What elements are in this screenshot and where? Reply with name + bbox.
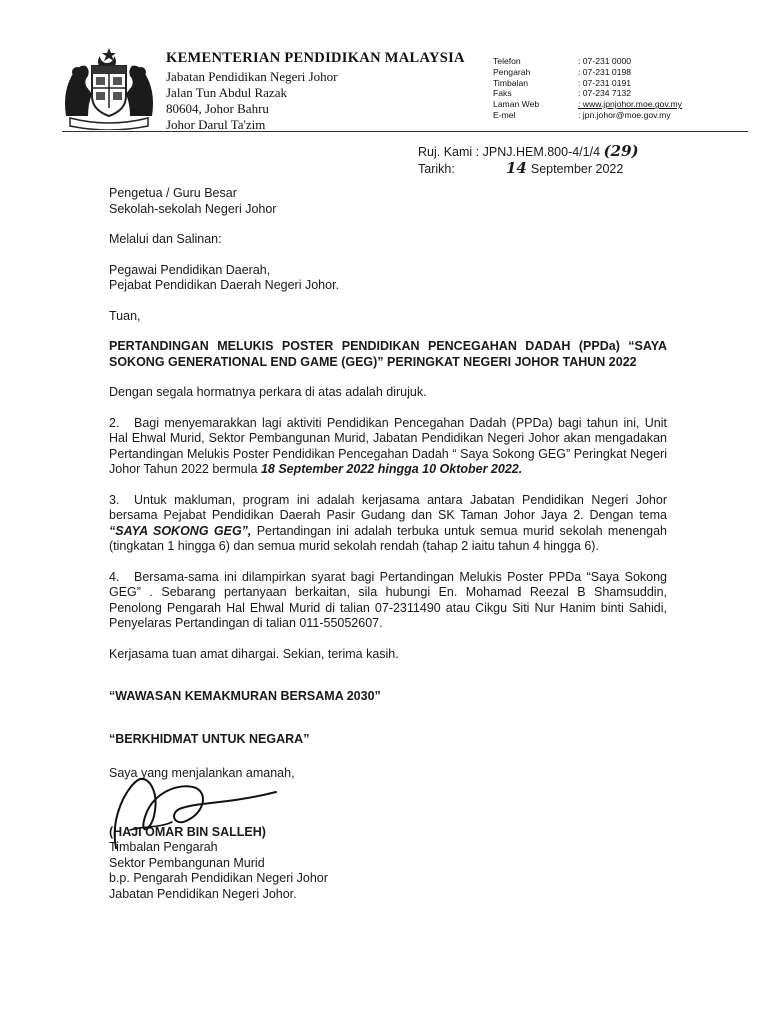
contact-value: : 07-231 0191 [578, 77, 632, 88]
contact-label: Pengarah [493, 66, 531, 77]
signatory-title: Timbalan Pengarah [109, 840, 218, 854]
copy-recipient-line: Pejabat Pendidikan Daerah Negeri Johor. [109, 278, 340, 292]
signoff-block [109, 766, 328, 902]
paragraph-text: Bagi menyemarakkan lagi aktiviti Pendidikan Pencegahan Dadah (PPDa) bagi tahun ini, Unit Hal Ehwal Murid, Sektor Pembangunan Murid, Jabatan Pendidikan Negeri Johor akan mengadakan Pertandingan Melukis Poster Pendidikan Pencegahan Dadah “ Saya Sokong GEG” Peringkat Negeri Johor Tahun 2022 bermula [109, 415, 667, 476]
contact-label: Telefon [493, 56, 521, 66]
paragraph-number: 2. [109, 415, 120, 430]
coat-of-arms-icon [60, 46, 158, 130]
recipient-line: Pengetua / Guru Besar [109, 186, 237, 200]
salutation: Tuan, [109, 308, 141, 323]
contact-label: Timbalan [493, 77, 529, 88]
reference-row [418, 144, 643, 161]
contact-value: : 07-231 0198 [578, 66, 632, 77]
address-line: Jabatan Pendidikan Negeri Johor [166, 69, 338, 84]
contact-label: Laman Web [493, 99, 540, 110]
contact-value: : 07-234 7132 [578, 88, 632, 99]
date-value: September 2022 [530, 161, 624, 176]
contact-label: E-mel [493, 109, 516, 120]
recipient-line: Sekolah-sekolah Negeri Johor [109, 201, 277, 216]
reference-block [418, 144, 643, 177]
signatory-name: (HAJI OMAR BIN SALLEH) [109, 824, 266, 839]
motto-line: “BERKHIDMAT UNTUK NEGARA” [109, 731, 310, 746]
reference-label: Ruj. Kami : [418, 145, 480, 159]
date-row [418, 158, 643, 178]
closing-line: Kerjasama tuan amat dihargai. Sekian, terima kasih. [109, 646, 399, 661]
signoff-line: Saya yang menjalankan amanah, [109, 766, 295, 780]
website-link[interactable]: : www.jpnjohor.moe.gov.my [578, 99, 682, 110]
address-line: 80604, Johor Bahru [166, 101, 269, 116]
contact-row [493, 67, 682, 78]
contact-row [493, 78, 682, 89]
contact-list [493, 56, 682, 121]
signatory-title: b.p. Pengarah Pendidikan Negeri Johor [109, 871, 328, 885]
paragraph-4 [109, 570, 667, 632]
signatory-title: Jabatan Pendidikan Negeri Johor. [109, 886, 297, 901]
contact-label: Faks [493, 88, 512, 99]
paragraph-text: Pertandingan ini adalah terbuka untuk semua murid sekolah menengah (tingkatan 1 hingga 6) dan semua murid sekolah rendah (tahap 2 iaitu tahun 4 hingga 6). [109, 523, 667, 553]
paragraph-text: Untuk makluman, program ini adalah kerjasama antara Jabatan Pendidikan Negeri Johor bersama Pejabat Pendidikan Daerah Pasir Gudang dan SK Taman Johor Jaya 2. Dengan tema [109, 492, 667, 522]
subject-heading: PERTANDINGAN MELUKIS POSTER PENDIDIKAN PENCEGAHAN DADAH (PPDa) “SAYA SOKONG GENERATIONAL END GAME (GEG)” PERINGKAT NEGERI JOHOR TAHUN 2022 [109, 339, 667, 369]
date-label: Tarikh: [418, 161, 455, 176]
paragraph-number: 3. [109, 492, 120, 507]
address-line: Johor Darul Ta'zim [166, 117, 266, 132]
date-range-emphasis: 18 September 2022 hingga 10 Oktober 2022. [260, 462, 523, 476]
contact-row [493, 99, 682, 110]
motto-line: “WAWASAN KEMAKMURAN BERSAMA 2030” [109, 689, 381, 703]
paragraph-text: Bersama-sama ini dilampirkan syarat bagi Pertandingan Melukis Poster PPDa “Saya Sokong GEG” . Sebarang pertanyaan berkaitan, sila hubungi En. Mohamad Reezal B Shamsuddin, Penolong Pengarah Hal Ehwal Murid di talian 07-2311490 atau Cikgu Siti Nur Hanim binti Sahidi, Penyelaras Pertandingan di talian 011-55052607. [109, 569, 667, 630]
contact-value: : 07-231 0000 [578, 56, 632, 66]
intro-paragraph: Dengan segala hormatnya perkara di atas adalah dirujuk. [109, 385, 427, 399]
via-line: Melalui dan Salinan: [109, 232, 222, 246]
paragraph-number: 4. [109, 569, 120, 584]
date-handwritten-day: 14 [506, 158, 527, 177]
address-line: Jalan Tun Abdul Razak [166, 85, 287, 100]
signatory-title: Sektor Pembangunan Murid [109, 855, 265, 870]
theme-emphasis: “SAYA SOKONG GEG”, [109, 523, 252, 538]
email-value[interactable]: : jpn.johor@moe.gov.my [578, 109, 671, 120]
organization-block [166, 50, 465, 133]
ministry-name: KEMENTERIAN PENDIDIKAN MALAYSIA [166, 50, 465, 66]
reference-handwritten: (29) [603, 142, 639, 160]
contact-row [493, 110, 682, 121]
contact-row [493, 56, 682, 67]
contact-row [493, 88, 682, 99]
letter-body [109, 186, 667, 747]
paragraph-2 [109, 416, 667, 478]
paragraph-3 [109, 493, 667, 555]
copy-recipient-line: Pegawai Pendidikan Daerah, [109, 262, 271, 277]
letterhead-divider [62, 131, 748, 132]
reference-number: JPNJ.HEM.800-4/1/4 [482, 145, 601, 159]
